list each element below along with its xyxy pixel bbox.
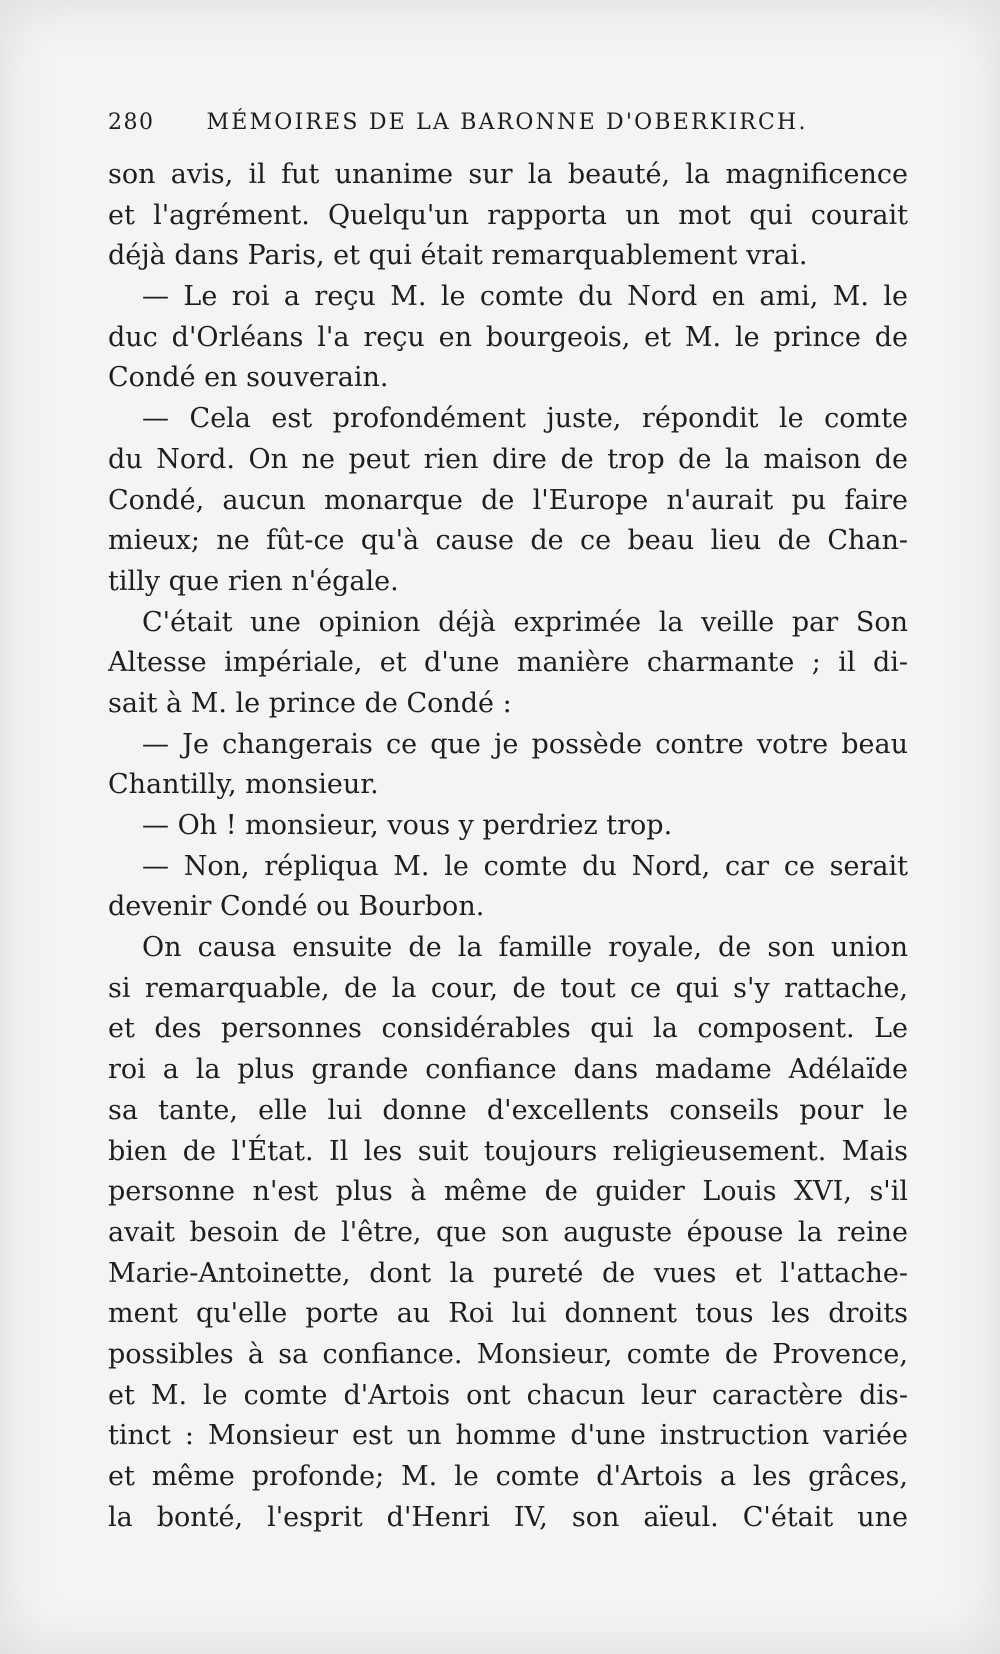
text-line: possibles à sa confiance. Monsieur, comte de Provence,	[108, 1338, 908, 1370]
text-line: — Oh ! monsieur, vous y perdriez trop.	[142, 810, 673, 841]
text-line: Altesse impériale, et d'une manière charmante ; il di-	[108, 647, 908, 679]
text-line: ment qu'elle porte au Roi lui donnent tous les droits	[108, 1298, 908, 1330]
text-line: mieux; ne fût-ce qu'à cause de ce beau lieu de Chan-	[108, 525, 908, 557]
text-line: — Je changerais ce que je possède contre votre beau	[142, 728, 908, 760]
text-line: duc d'Orléans l'a reçu en bourgeois, et M. le prince de	[108, 321, 908, 353]
text-line: Marie-Antoinette, dont la pureté de vues et l'attache-	[108, 1257, 908, 1289]
text-line: Chantilly, monsieur.	[108, 769, 379, 801]
text-line: tilly que rien n'égale.	[108, 565, 399, 597]
text-line: sait à M. le prince de Condé :	[108, 687, 512, 719]
text-line: et M. le comte d'Artois ont chacun leur caractère dis-	[108, 1379, 908, 1411]
text-line: devenir Condé ou Bourbon.	[108, 891, 485, 923]
text-line: si remarquable, de la cour, de tout ce qui s'y rattache,	[108, 972, 908, 1004]
book-title: MÉMOIRES DE LA BARONNE D'OBERKIRCH.	[206, 110, 808, 135]
text-line: la bonté, l'esprit d'Henri IV, son aïeul. C'était une	[108, 1501, 908, 1533]
text-line: — Cela est profondément juste, répondit le comte	[142, 403, 908, 435]
text-line: — Non, répliqua M. le comte du Nord, car ce serait	[142, 850, 908, 882]
text-line: On causa ensuite de la famille royale, de son union	[142, 932, 908, 964]
text-line: Condé en souverain.	[108, 362, 389, 394]
text-line: son avis, il fut unanime sur la beauté, la magnificence	[108, 159, 908, 190]
text-line: et même profonde; M. le comte d'Artois a les grâces,	[108, 1461, 908, 1492]
text-line: avait besoin de l'être, que son auguste épouse la reine	[108, 1216, 908, 1248]
text-line: — Le roi a reçu M. le comte du Nord en ami, M. le	[142, 281, 908, 313]
text-line: sa tante, elle lui donne d'excellents conseils pour le	[108, 1094, 908, 1126]
page-number: 280	[108, 110, 155, 135]
text-line: C'était une opinion déjà exprimée la veille par Son	[142, 606, 908, 638]
text-line: déjà dans Paris, et qui était remarquablement vrai.	[108, 240, 808, 272]
body-text	[108, 155, 908, 1538]
text-line: bien de l'État. Il les suit toujours religieusement. Mais	[108, 1135, 908, 1167]
running-head	[108, 110, 808, 142]
text-line: roi a la plus grande confiance dans madame Adélaïde	[108, 1054, 908, 1086]
text-line: tinct : Monsieur est un homme d'une instruction variée	[108, 1420, 908, 1452]
text-line: et des personnes considérables qui la composent. Le	[108, 1013, 908, 1045]
text-line: et l'agrément. Quelqu'un rapporta un mot qui courait	[108, 199, 908, 231]
text-line: personne n'est plus à même de guider Louis XVI, s'il	[108, 1176, 908, 1208]
text-line: du Nord. On ne peut rien dire de trop de la maison de	[108, 443, 908, 475]
text-line: Condé, aucun monarque de l'Europe n'aurait pu faire	[108, 484, 908, 516]
